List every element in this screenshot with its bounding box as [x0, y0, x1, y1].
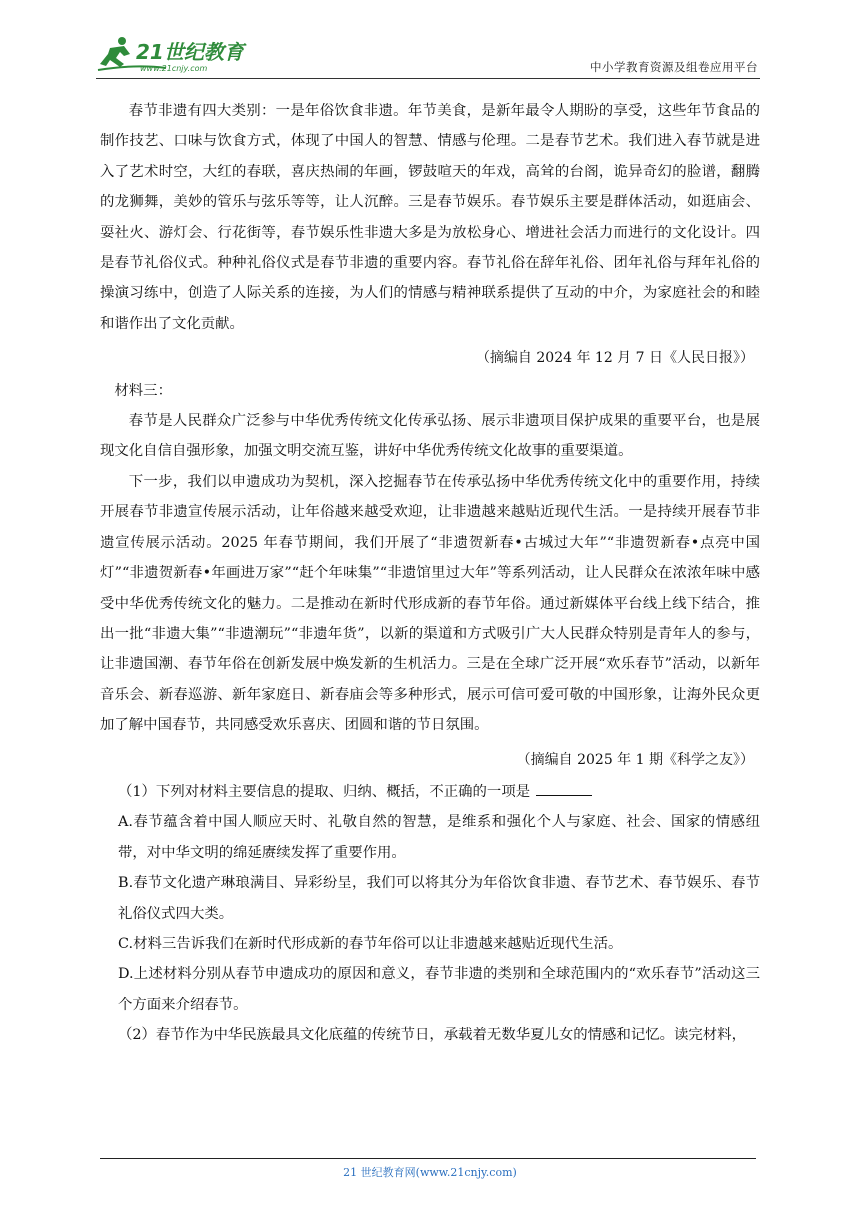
- paragraph-heritage-categories: 春节非遗有四大类别：一是年俗饮食非遗。年节美食，是新年最令人期盼的享受，这些年节食品的制作技艺、口味与饮食方式，体现了中国人的智慧、情感与伦理。二是春节艺术。我们进入春节就是进入了艺术时空，大红的春联，喜庆热闹的年画，锣鼓喧天的年戏，高耸的台阁，诡异奇幻的脸谱，翻腾的龙狮舞，美妙的管乐与弦乐等等，让人沉醉。三是春节娱乐。春节娱乐主要是群体活动，如逛庙会、耍社火、游灯会、行花街等，春节娱乐性非遗大多是为放松身心、增进社会活力而进行的文化设计。四是春节礼俗仪式。种种礼俗仪式是春节非遗的重要内容。春节礼俗在辞年礼俗、团年礼俗与拜年礼俗的操演习练中，创造了人际关系的连接，为人们的情感与精神联系提供了互动的中介，为家庭社会的和睦和谐作出了文化贡献。: [100, 103, 760, 332]
- paragraph-next-steps: 下一步，我们以申遗成功为契机，深入挖掘春节在传承弘扬中华优秀传统文化中的重要作用，持续开展春节非遗宣传展示活动，让年俗越来越受欢迎，让非遗越来越贴近现代生活。一是持续开展春节非遗宣传展示活动。2025 年春节期间，我们开展了“非遗贺新春•古城过大年”“非遗贺新春•点亮中国灯”“非遗贺新春•年画进万家”“赶个年味集”“非遗馆里过大年”等系列活动，让人民群众在浓浓年味中感受中华优秀传统文化的魅力。二是推动在新时代形成新的春节年俗。通过新媒体平台线上线下结合，推出一批“非遗大集”“非遗潮玩”“非遗年货”，以新的渠道和方式吸引广大人民群众特别是青年人的参与，让非遗国潮、春节年俗在创新发展中焕发新的生机活力。三是在全球广泛开展“欢乐春节”活动，以新年音乐会、新春巡游、新年家庭日、新春庙会等多种形式，展示可信可爱可敬的中国形象，让海外民众更加了解中国春节，共同感受欢乐喜庆、团圆和谐的节日氛围。: [100, 473, 760, 734]
- source-citation-2: （摘编自 2025 年 1 期《科学之友》）: [516, 751, 754, 768]
- material-three-label: 材料三：: [114, 382, 172, 399]
- document-body: [100, 96, 760, 1051]
- page-header: [96, 30, 760, 82]
- footer-divider: [100, 1158, 756, 1159]
- answer-blank[interactable]: [536, 781, 592, 796]
- header-divider: [96, 78, 760, 79]
- logo-21cnjy: [96, 34, 261, 74]
- platform-name: 中小学教育资源及组卷应用平台: [590, 60, 758, 74]
- option-a: A.春节蕴含着中国人顺应天时、礼敬自然的智慧，是维系和强化个人与家庭、社会、国家的情感纽带，对中华文明的绵延赓续发挥了重要作用。: [118, 814, 760, 861]
- option-b: B.春节文化遗产琳琅满目、异彩纷呈，我们可以将其分为年俗饮食非遗、春节艺术、春节娱乐、春节礼俗仪式四大类。: [118, 875, 760, 922]
- option-d: D.上述材料分别从春节申遗成功的原因和意义，春节非遗的类别和全球范围内的“欢乐春节”活动这三个方面来介绍春节。: [118, 966, 760, 1013]
- question-1-text: （1）下列对材料主要信息的提取、归纳、概括，不正确的一项是: [118, 783, 531, 800]
- question-2: （2）春节作为中华民族最具文化底蕴的传统节日，承载着无数华夏儿女的情感和记忆。读完材料，: [118, 1027, 746, 1044]
- source-citation-1: （摘编自 2024 年 12 月 7 日《人民日报》）: [475, 350, 754, 367]
- option-c: C.材料三告诉我们在新时代形成新的春节年俗可以让非遗越来越贴近现代生活。: [118, 935, 623, 952]
- footer-link[interactable]: 21 世纪教育网(www.21cnjy.com): [343, 1166, 517, 1179]
- logo-text: 21世纪教育: [136, 40, 244, 64]
- paragraph-material-three-intro: 春节是人民群众广泛参与中华优秀传统文化传承弘扬、展示非遗项目保护成果的重要平台，也是展现文化自信自强形象，加强文明交流互鉴，讲好中华优秀传统文化故事的重要渠道。: [100, 413, 760, 460]
- logo-url: www.21cnjy.com: [140, 64, 208, 73]
- question-1: [100, 777, 760, 807]
